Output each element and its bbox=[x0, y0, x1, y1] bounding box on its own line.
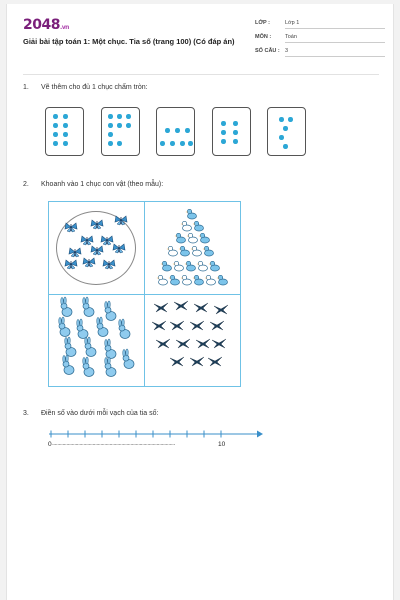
butterfly-cell bbox=[49, 202, 145, 295]
duck-icon bbox=[186, 209, 197, 219]
dot bbox=[117, 141, 122, 146]
number-line bbox=[47, 427, 263, 451]
meta-row-class bbox=[255, 18, 385, 32]
question-number: 3. bbox=[23, 410, 29, 417]
bird-icon bbox=[156, 339, 170, 348]
dot bbox=[108, 132, 113, 137]
bird-icon bbox=[154, 303, 168, 312]
rabbit-icon bbox=[105, 357, 116, 377]
duck-icon bbox=[209, 261, 220, 271]
logo-suffix: .vn bbox=[59, 24, 69, 31]
dot bbox=[108, 114, 113, 119]
butterfly-icon bbox=[65, 223, 77, 232]
dot bbox=[221, 130, 226, 135]
rabbit-icon bbox=[85, 337, 96, 357]
dot bbox=[283, 126, 288, 131]
duck-icon bbox=[217, 275, 228, 285]
dot bbox=[221, 139, 226, 144]
butterfly-icon bbox=[101, 236, 113, 245]
dot bbox=[279, 117, 284, 122]
duck-icon bbox=[181, 221, 192, 231]
duck-icon bbox=[173, 261, 184, 271]
butterflies-group bbox=[49, 202, 144, 294]
header-divider bbox=[23, 74, 379, 75]
dot bbox=[180, 141, 185, 146]
dot bbox=[160, 141, 165, 146]
bird-icon bbox=[212, 339, 226, 348]
dot-card[interactable] bbox=[101, 107, 140, 156]
page-title: Giải bài tập toán 1: Một chục. Tia số (trang 100) (Có đáp án) bbox=[23, 37, 235, 46]
question-text: Vẽ thêm cho đủ 1 chục chấm tròn: bbox=[41, 84, 148, 91]
rabbit-icon bbox=[65, 337, 76, 357]
duck-icon bbox=[179, 246, 190, 256]
duck-icon bbox=[193, 221, 204, 231]
meta-value: Toán bbox=[285, 34, 297, 40]
meta-key: MÔN : bbox=[255, 34, 272, 40]
dotted-answer-line[interactable]: .............................................................................................. bbox=[52, 440, 175, 447]
rabbit-icon bbox=[123, 349, 134, 369]
meta-underline bbox=[285, 56, 385, 57]
question-1 bbox=[23, 84, 148, 91]
duck-icon bbox=[161, 261, 172, 271]
dot bbox=[53, 123, 58, 128]
site-logo[interactable] bbox=[23, 17, 69, 33]
duck-cell bbox=[145, 202, 240, 295]
dot bbox=[117, 114, 122, 119]
meta-underline bbox=[285, 28, 385, 29]
bird-icon bbox=[194, 303, 208, 312]
rabbit-icon bbox=[77, 319, 88, 339]
dot bbox=[63, 123, 68, 128]
butterfly-icon bbox=[69, 248, 81, 257]
meta-value: Lớp 1 bbox=[285, 20, 300, 26]
butterfly-icon bbox=[91, 220, 103, 229]
dot bbox=[53, 114, 58, 119]
duck-icon bbox=[203, 246, 214, 256]
meta-underline bbox=[285, 42, 385, 43]
rabbit-icon bbox=[63, 355, 74, 375]
bird-icon bbox=[214, 305, 228, 314]
dot bbox=[233, 121, 238, 126]
number-line-end: 10 bbox=[218, 441, 226, 448]
meta-info bbox=[255, 18, 385, 60]
duck-icon bbox=[205, 275, 216, 285]
dot-card[interactable] bbox=[267, 107, 306, 156]
number-line-axis bbox=[47, 427, 263, 441]
question-text: Điền số vào dưới mỗi vạch của tia số: bbox=[41, 410, 159, 417]
question-number: 1. bbox=[23, 84, 29, 91]
rabbit-icon bbox=[59, 317, 70, 337]
animal-grid bbox=[48, 201, 241, 387]
dot bbox=[63, 114, 68, 119]
meta-value: 3 bbox=[285, 48, 289, 54]
meta-row-subject bbox=[255, 32, 385, 46]
bird-icon bbox=[196, 339, 210, 348]
butterfly-icon bbox=[113, 244, 125, 253]
dot-card[interactable] bbox=[45, 107, 84, 156]
dot bbox=[233, 130, 238, 135]
rabbit-icon bbox=[105, 339, 116, 359]
dot bbox=[175, 128, 180, 133]
dot-card[interactable] bbox=[156, 107, 195, 156]
duck-icon bbox=[157, 275, 168, 285]
duck-icon bbox=[169, 275, 180, 285]
duck-icon bbox=[191, 246, 202, 256]
dot bbox=[126, 114, 131, 119]
bird-icon bbox=[176, 339, 190, 348]
bird-icon bbox=[152, 321, 166, 330]
question-3 bbox=[23, 410, 158, 417]
question-number: 2. bbox=[23, 181, 29, 188]
question-2 bbox=[23, 181, 163, 188]
dot bbox=[63, 132, 68, 137]
rabbit-icon bbox=[83, 357, 94, 377]
butterfly-icon bbox=[65, 260, 77, 269]
rabbits-group bbox=[49, 295, 144, 387]
butterfly-icon bbox=[81, 236, 93, 245]
logo-text: 2048 bbox=[23, 17, 60, 33]
number-line-start: 0 bbox=[48, 441, 52, 448]
duck-icon bbox=[197, 261, 208, 271]
bird-icon bbox=[190, 357, 204, 366]
bird-icon bbox=[174, 301, 188, 310]
dot bbox=[53, 132, 58, 137]
butterfly-icon bbox=[83, 258, 95, 267]
dot bbox=[108, 141, 113, 146]
dot bbox=[63, 141, 68, 146]
dot bbox=[288, 117, 293, 122]
rabbit-icon bbox=[83, 297, 94, 317]
duck-icon bbox=[167, 246, 178, 256]
meta-key: LỚP : bbox=[255, 20, 270, 26]
rabbit-icon bbox=[61, 297, 72, 317]
bird-icon bbox=[170, 357, 184, 366]
duck-icon bbox=[187, 233, 198, 243]
dot bbox=[165, 128, 170, 133]
duck-icon bbox=[181, 275, 192, 285]
worksheet-page bbox=[6, 4, 394, 600]
dot bbox=[126, 123, 131, 128]
dot bbox=[279, 135, 284, 140]
rabbit-icon bbox=[105, 301, 116, 321]
dot bbox=[117, 123, 122, 128]
dot bbox=[283, 144, 288, 149]
dot bbox=[170, 141, 175, 146]
dot bbox=[53, 141, 58, 146]
dot bbox=[233, 139, 238, 144]
rabbit-icon bbox=[119, 319, 130, 339]
birds-group bbox=[145, 295, 240, 387]
butterfly-icon bbox=[115, 216, 127, 225]
bird-cell bbox=[145, 295, 240, 387]
dot-cards bbox=[45, 107, 325, 159]
duck-icon bbox=[193, 275, 204, 285]
dot-card[interactable] bbox=[212, 107, 251, 156]
question-text: Khoanh vào 1 chục con vật (theo mẫu): bbox=[41, 181, 164, 188]
ducks-group bbox=[145, 202, 240, 294]
dot bbox=[188, 141, 193, 146]
meta-key: SỐ CÂU : bbox=[255, 48, 280, 54]
dot bbox=[221, 121, 226, 126]
meta-row-count bbox=[255, 46, 385, 60]
dot bbox=[108, 123, 113, 128]
rabbit-cell bbox=[49, 295, 145, 387]
rabbit-icon bbox=[97, 317, 108, 337]
butterfly-icon bbox=[91, 246, 103, 255]
bird-icon bbox=[210, 321, 224, 330]
bird-icon bbox=[190, 321, 204, 330]
bird-icon bbox=[208, 357, 222, 366]
butterfly-icon bbox=[103, 260, 115, 269]
duck-icon bbox=[185, 261, 196, 271]
duck-icon bbox=[175, 233, 186, 243]
duck-icon bbox=[199, 233, 210, 243]
dot bbox=[185, 128, 190, 133]
bird-icon bbox=[170, 321, 184, 330]
